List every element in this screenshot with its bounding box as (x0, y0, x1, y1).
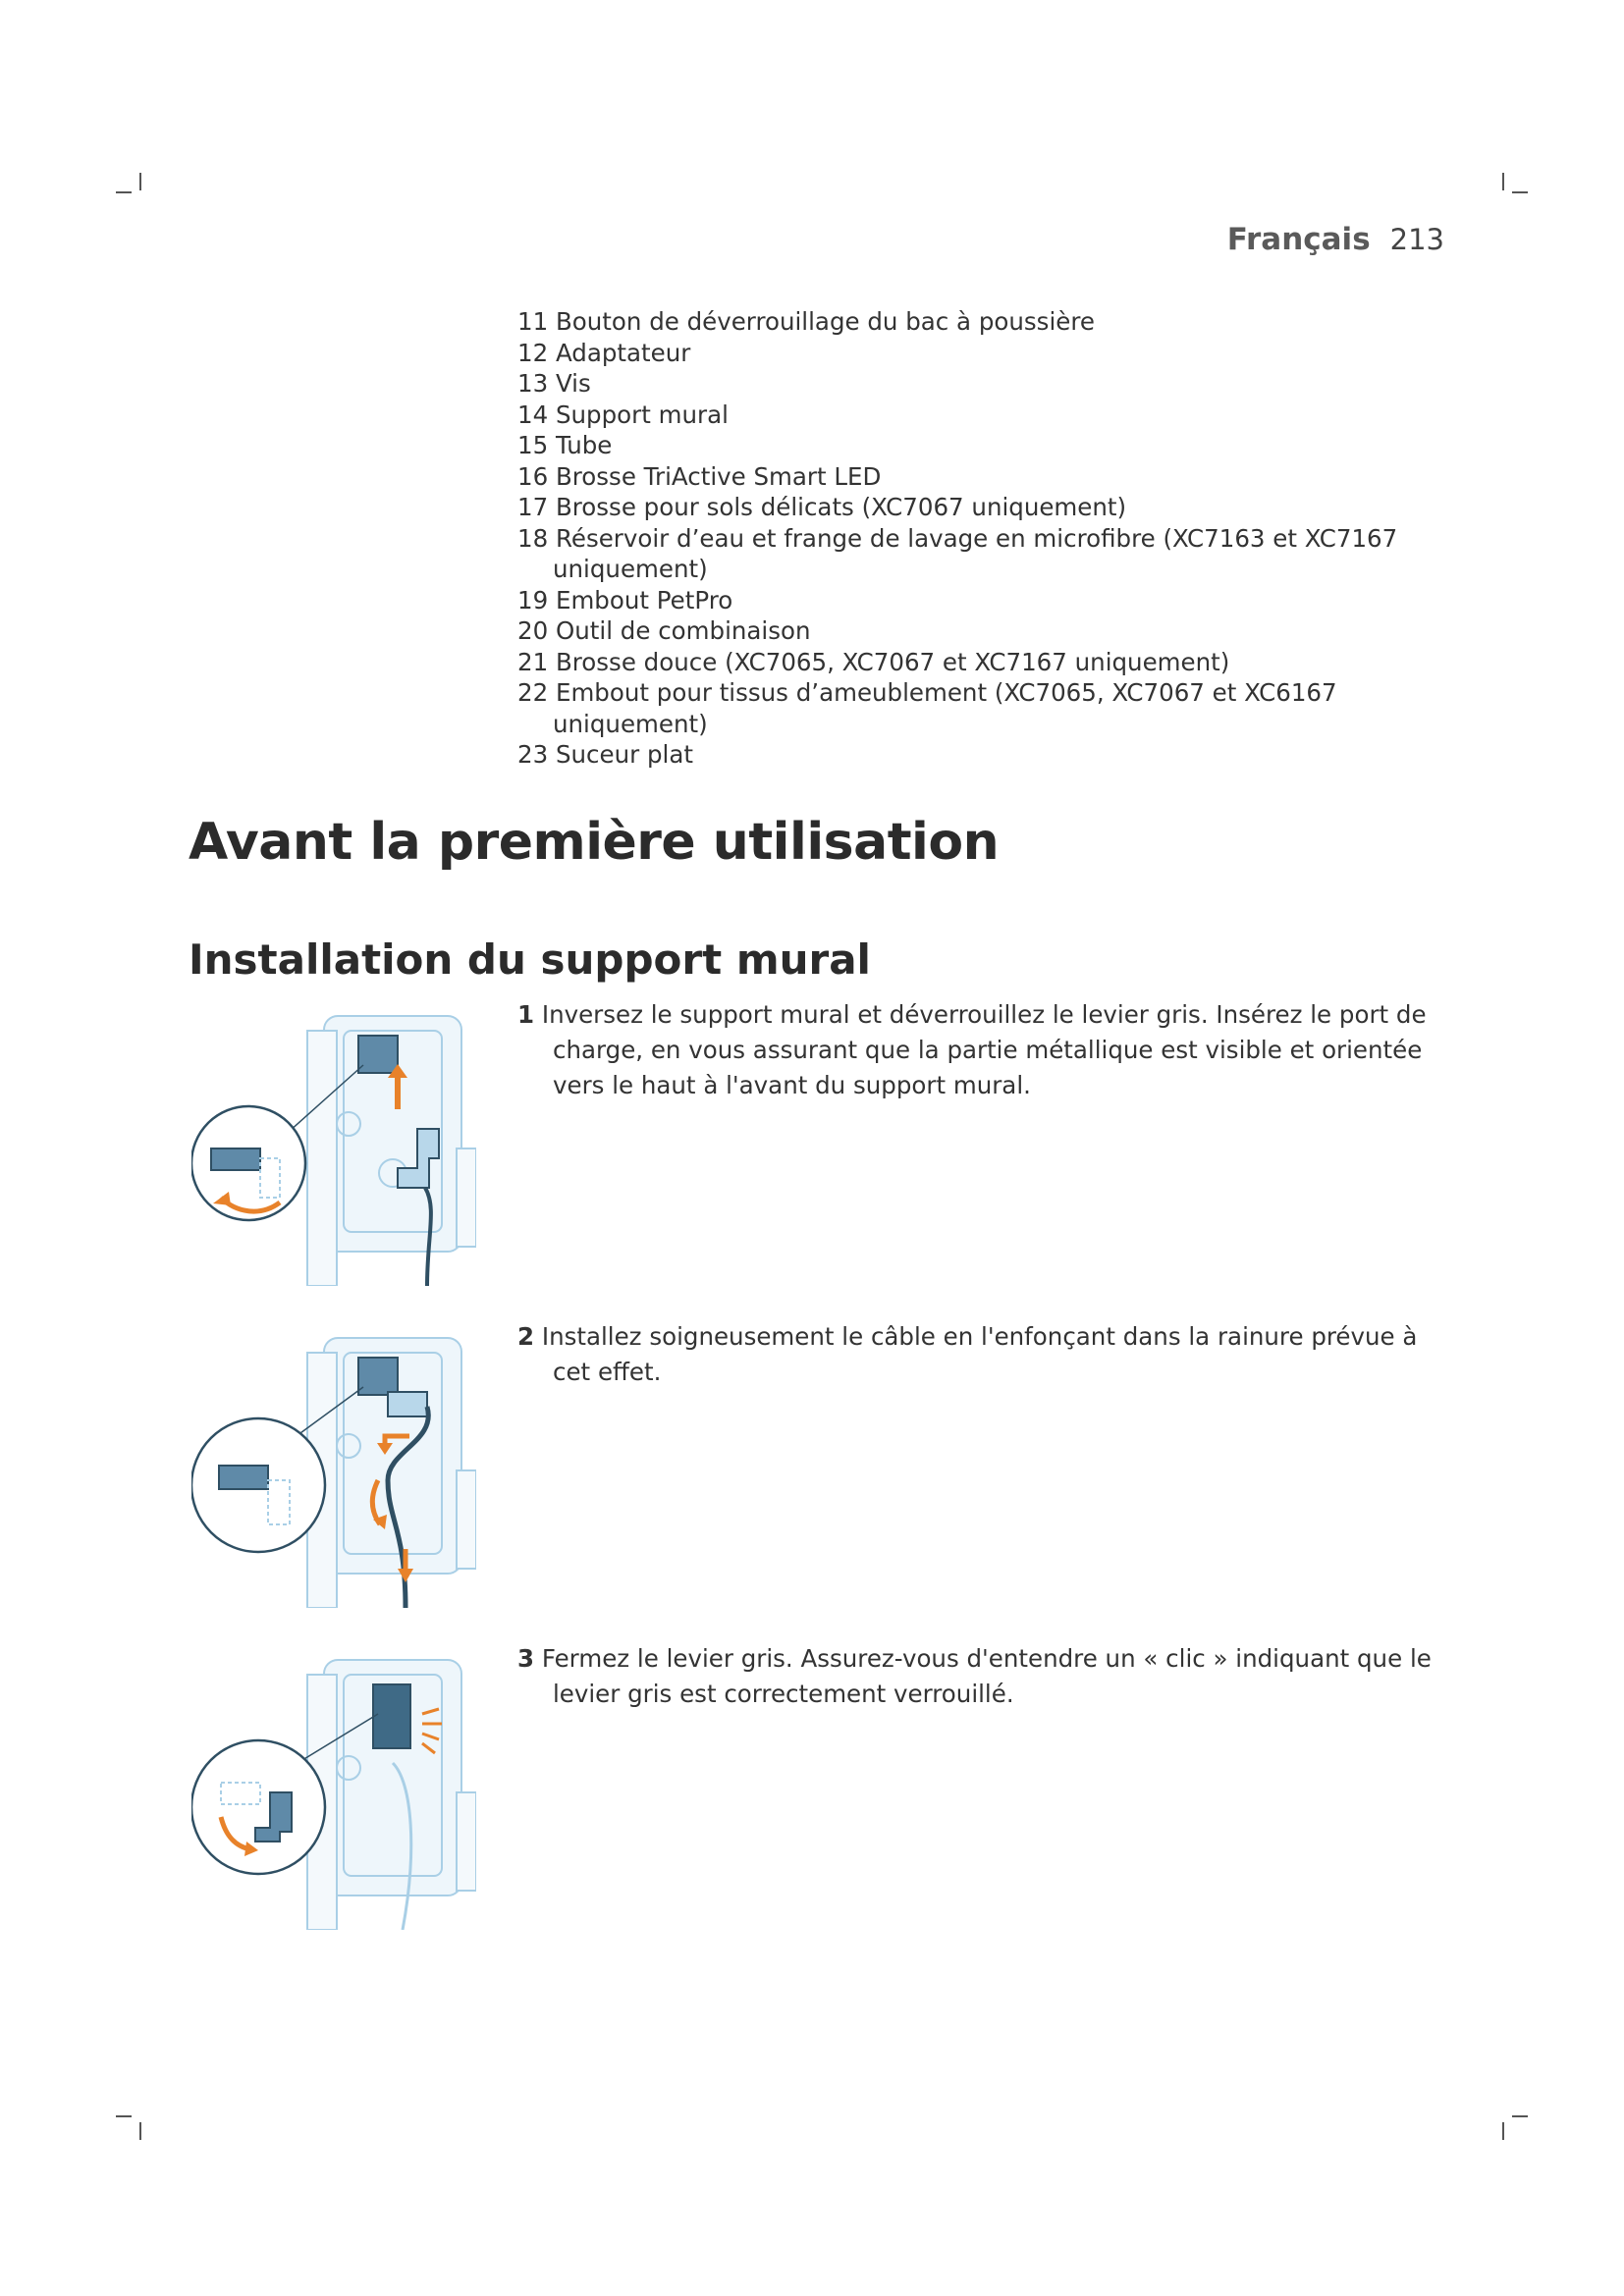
list-item: 22 Embout pour tissus d’ameublement (XC7065, XC7067 et XC6167 uniquement) (517, 678, 1337, 738)
step-text: Fermez le levier gris. Assurez-vous d'entendre un « clic » indiquant que le levier gris est correctement verrouillé. (541, 1644, 1432, 1708)
parts-list (517, 306, 1460, 771)
list-item: 16 Brosse TriActive Smart LED (517, 461, 882, 491)
crop-mark (116, 2115, 132, 2117)
list-item: 20 Outil de combinaison (517, 616, 811, 645)
step-text: Inversez le support mural et déverrouillez le levier gris. Insérez le port de charge, en vous assurant que la partie métallique est visible et orientée vers le haut à l'avant du support mural. (541, 1000, 1427, 1099)
step-1-illustration (191, 1011, 476, 1286)
list-item: 11 Bouton de déverrouillage du bac à poussière (517, 307, 1095, 336)
list-item: 15 Tube (517, 431, 613, 459)
step-text: Installez soigneusement le câble en l'enfonçant dans la rainure prévue à cet effet. (541, 1322, 1418, 1386)
step-number: 1 (517, 1000, 535, 1029)
page-header (1227, 222, 1444, 257)
page-number: 213 (1389, 223, 1444, 256)
subsection-title: Installation du support mural (189, 935, 871, 984)
list-item: 14 Support mural (517, 400, 729, 429)
crop-mark (1502, 2122, 1504, 2140)
crop-mark (139, 173, 141, 190)
list-item: 18 Réservoir d’eau et frange de lavage en microfibre (XC7163 et XC7167 uniquement) (517, 523, 1398, 583)
language-label: Français (1226, 222, 1371, 257)
crop-mark (116, 191, 132, 193)
crop-mark (1512, 191, 1528, 193)
step-3 (517, 1641, 1455, 1712)
crop-mark (1512, 2115, 1528, 2117)
section-title: Avant la première utilisation (189, 813, 1000, 872)
list-item: 12 Adaptateur (517, 338, 691, 367)
list-item: 23 Suceur plat (517, 740, 693, 769)
step-2 (517, 1319, 1455, 1390)
step-number: 2 (517, 1322, 535, 1351)
list-item: 21 Brosse douce (XC7065, XC7067 et XC7167 uniquement) (517, 647, 1230, 676)
step-1 (517, 997, 1455, 1103)
step-number: 3 (517, 1644, 535, 1673)
list-item: 13 Vis (517, 369, 591, 398)
step-3-illustration (191, 1655, 476, 1930)
list-item: 17 Brosse pour sols délicats (XC7067 uniquement) (517, 493, 1127, 521)
crop-mark (1502, 173, 1504, 190)
list-item: 19 Embout PetPro (517, 585, 733, 614)
crop-mark (139, 2122, 141, 2140)
step-2-illustration (191, 1333, 476, 1608)
